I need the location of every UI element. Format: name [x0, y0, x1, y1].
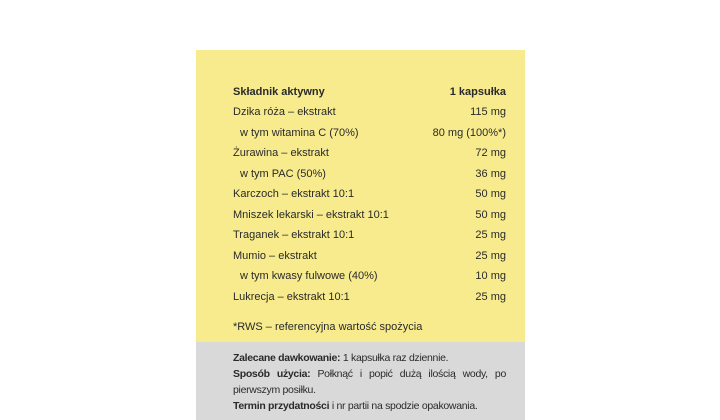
table-row [233, 208, 506, 229]
ingredient-name: Żurawina – ekstrakt [233, 147, 329, 159]
usage-info [233, 350, 506, 414]
ingredient-name: Mumio – ekstrakt [233, 249, 317, 262]
expiry-text: i nr partii na spodzie opakowania. [329, 400, 478, 412]
dosage-label: Zalecane dawkowanie: [233, 352, 341, 364]
ingredient-name: Traganek – ekstrakt 10:1 [233, 229, 355, 241]
usage-line [233, 366, 506, 398]
ingredient-amount: 50 mg [475, 188, 506, 200]
supplement-facts-panel [196, 50, 525, 420]
table-row [233, 126, 506, 147]
table-header [233, 86, 506, 100]
expiry-line [233, 398, 506, 414]
ingredient-name: w tym witamina C (70%) [240, 126, 359, 139]
rws-footnote: *RWS – referencyjna wartość spożycia [233, 321, 423, 333]
ingredient-amount: 10 mg [475, 270, 506, 282]
table-row [233, 249, 506, 270]
table-row [233, 167, 506, 188]
ingredient-amount: 36 mg [475, 167, 506, 180]
table-row [233, 187, 506, 208]
table-row [233, 269, 506, 290]
header-ingredient: Składnik aktywny [233, 86, 325, 98]
ingredient-amount: 25 mg [475, 229, 506, 241]
dosage-line [233, 350, 506, 366]
header-amount: 1 kapsułka [449, 86, 506, 98]
ingredient-name: Karczoch – ekstrakt 10:1 [233, 188, 355, 200]
ingredient-amount: 25 mg [475, 290, 506, 303]
usage-label: Sposób użycia: [233, 368, 311, 380]
ingredient-amount: 80 mg (100%*) [432, 126, 506, 139]
ingredient-amount: 115 mg [470, 106, 506, 118]
ingredient-amount: 25 mg [475, 249, 506, 262]
expiry-label: Termin przydatności [233, 400, 330, 412]
ingredients-list [233, 105, 506, 310]
ingredient-name: w tym kwasy fulwowe (40%) [240, 270, 378, 282]
ingredient-name: Dzika róża – ekstrakt [233, 106, 336, 118]
ingredient-name: Lukrecja – ekstrakt 10:1 [233, 290, 350, 303]
usage-text: Połknąć i popić dużą ilością wody, po pierwszym posiłku. [233, 368, 506, 396]
ingredient-amount: 72 mg [475, 147, 506, 159]
table-row [233, 146, 506, 167]
dosage-text: 1 kapsułka raz dziennie. [340, 352, 449, 364]
table-row [233, 228, 506, 249]
ingredient-amount: 50 mg [475, 208, 506, 221]
table-row [233, 105, 506, 126]
ingredient-name: w tym PAC (50%) [240, 167, 326, 180]
ingredient-name: Mniszek lekarski – ekstrakt 10:1 [233, 208, 389, 221]
table-row [233, 290, 506, 311]
